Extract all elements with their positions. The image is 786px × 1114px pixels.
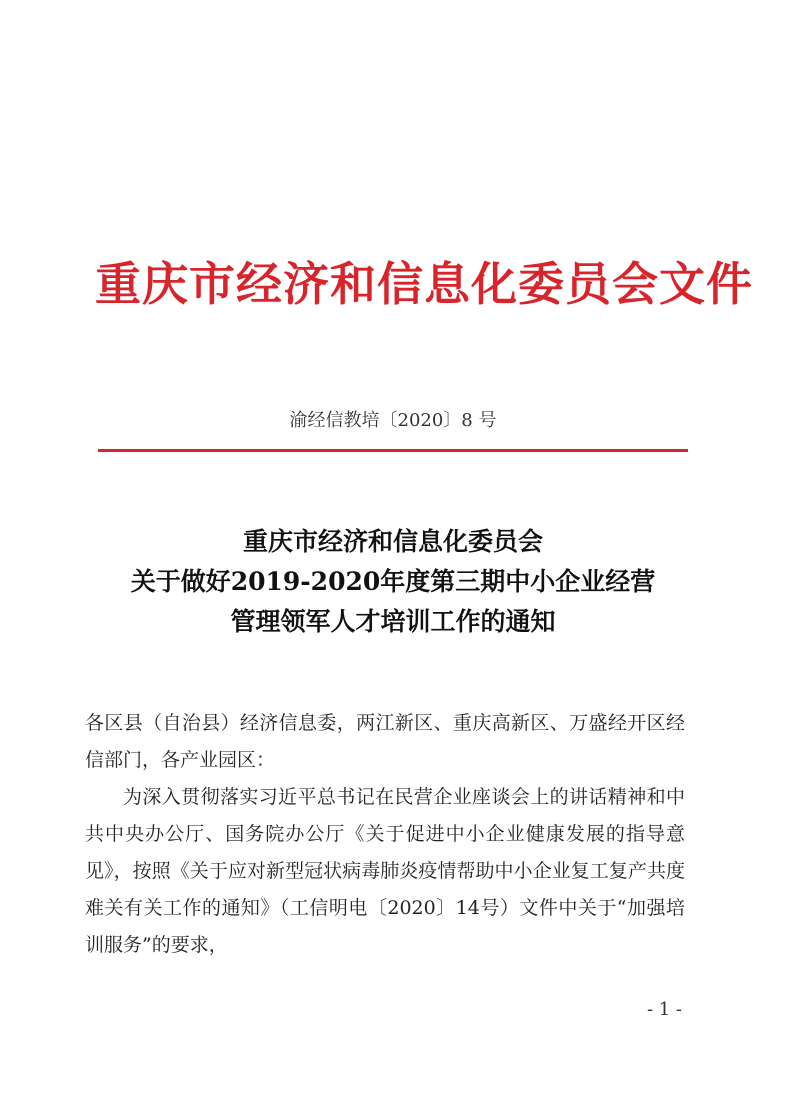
document-number: 渝经信教培〔2020〕8 号 — [289, 410, 497, 431]
body-paragraph: 为深入贯彻落实习近平总书记在民营企业座谈会上的讲话精神和中共中央办公厅、国务院办公厅《关于促进中小企业健康发展的指导意见》，按照《关于应对新型冠状病毒肺炎疫情帮助中小企业复工复产共度难关有关工作的通知》（工信明电〔2020〕14号）文件中关于“加强培训服务”的要求， — [85, 786, 685, 956]
page-number: - 1 - — [646, 999, 682, 1020]
title-line: 关于做好2019-2020年度第三期中小企业经营 — [130, 567, 656, 596]
title-line: 管理领军人才培训工作的通知 — [230, 607, 556, 636]
title-line: 重庆市经济和信息化委员会 — [242, 527, 543, 556]
document-body — [85, 705, 685, 964]
document-title — [60, 522, 726, 642]
salutation: 各区县（自治县）经济信息委，两江新区、重庆高新区、万盛经开区经信部门，各产业园区： — [85, 712, 685, 771]
red-divider-line — [98, 449, 688, 452]
issuing-authority-header: 重庆市经济和信息化委员会文件 — [95, 257, 753, 311]
